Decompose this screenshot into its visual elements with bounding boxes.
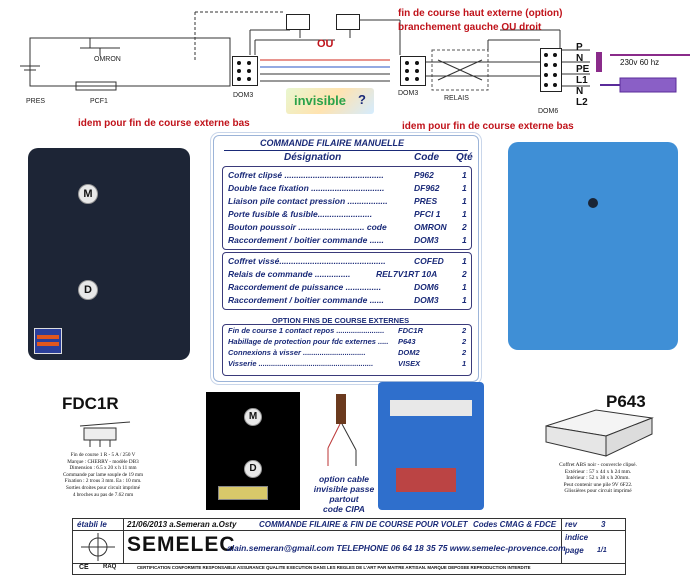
spec-line: Glissières pour circuit imprimé (564, 488, 632, 495)
bom-qty: 2 (462, 222, 467, 232)
spec-line: 4 broches au pas de 7.62 mm (72, 491, 134, 498)
invisible-q: ? (358, 92, 366, 107)
bom-designation: Raccordement de puissance ............... (228, 282, 382, 292)
target-logo-icon (81, 533, 115, 561)
bom-designation: Fin de course 1 contact repos ....................... (228, 326, 385, 335)
ou-label: OU (317, 38, 334, 50)
logo-ce: CE (79, 564, 89, 571)
contact-line: alain.semeran@gmail.com TELEPHONE 06 64 18 35 75 www.semelec-provence.com (227, 543, 566, 553)
spec-line: Marque : CHERRY - modèle DB3 (67, 458, 139, 465)
idem-right: idem pour fin de course externe bas (402, 121, 574, 132)
relais-label: RELAIS (444, 95, 469, 102)
p643-title: P643 (606, 392, 646, 411)
bom-qty: 2 (462, 326, 467, 335)
bom-designation: Raccordement / boitier commande ...... (228, 235, 384, 245)
bom-code: DF962 (414, 183, 440, 193)
page-label: page (565, 546, 584, 555)
bom-designation: Coffret vissé............................................. (228, 256, 386, 266)
dom3-left-terminal (232, 56, 258, 86)
bom-designation: Coffret clipsé .......................................... (228, 170, 384, 180)
bom-qty: 2 (462, 269, 467, 279)
bom-code: DOM2 (398, 348, 420, 357)
fdc1r-title: FDC1R (62, 394, 119, 413)
bom-code: DOM3 (414, 295, 439, 305)
title-block (72, 518, 626, 575)
bom-table (213, 135, 479, 382)
bom-qty: 2 (462, 348, 467, 357)
bom-designation: Raccordement / boitier commande ...... (228, 295, 384, 305)
bom-qty: 1 (462, 256, 467, 266)
fdc-haut-title-2: branchement gauche OU droit (398, 22, 542, 33)
pres-label: PRES (26, 98, 46, 105)
invisible-badge (286, 88, 374, 114)
bom-code: PRES (414, 196, 438, 206)
bom-qty: 1 (462, 183, 467, 193)
p643-drawing (536, 396, 662, 460)
company-name: SEMELEC (127, 533, 236, 556)
bom-designation: Double face fixation ............................... (228, 183, 385, 193)
bom-designation: Habillage de protection pour fdc externes ..... (228, 337, 389, 346)
dom3-right-terminal (400, 56, 426, 86)
page-value: 1/1 (597, 547, 607, 554)
indice-label: indice (565, 533, 589, 542)
relay-box-screw (588, 198, 598, 208)
power-n: N (576, 53, 584, 64)
fdc-haut-title-1: fin de course haut externe (option) (398, 8, 563, 19)
dom6-label: DOM6 (538, 108, 559, 115)
semelec-sticker (34, 328, 62, 354)
pcf1-label: PCF1 (90, 98, 108, 105)
relay-box-photo (508, 142, 678, 350)
spec-line: Intérieur : 52 x 38 x h 20mm. (566, 475, 630, 482)
limit-switch-1 (286, 14, 310, 30)
certification-text: CERTIFICATION CONFORMITE RESPONSABLE ASSURANCE QUALITE EXECUTION DANS LES REGLES DE L'ART PAR MAITRE ARTISAN. MARQUE DEPOSEE REPRODUCTION INTERDITE (137, 565, 531, 570)
p643-specs (520, 462, 676, 495)
bom-qty: 1 (462, 209, 467, 219)
etabli-label: établi le (77, 520, 107, 529)
bom-code: P643 (398, 337, 416, 346)
black-box-photo (206, 392, 300, 510)
dom3-right-label: DOM3 (398, 90, 419, 97)
button-m2: M (244, 408, 262, 426)
dom3-left-label: DOM3 (233, 92, 254, 99)
bom-qty: 1 (462, 235, 467, 245)
bom-code: REL7V1RT 10A (376, 269, 438, 279)
doc-title: COMMANDE FILAIRE & FIN DE COURSE POUR VOLET (259, 520, 468, 529)
cable-line-2: invisible passe (313, 484, 375, 494)
spec-line: Commande par lame souple de 19 mm (62, 471, 144, 478)
bom-qty: 2 (462, 337, 467, 346)
idem-left: idem pour fin de course externe bas (78, 118, 250, 129)
bom-code: DOM6 (414, 282, 439, 292)
control-loop-wire (30, 38, 230, 86)
spec-line: Coffret ABS noir - couvercle clipsé. (559, 462, 637, 468)
bom-qty: 1 (462, 170, 467, 180)
omron-label: OMRON (94, 56, 121, 63)
cable-text (306, 474, 382, 514)
power-pe: PE (576, 64, 590, 75)
spec-line: Peut contenir une pile 9V 6F22. (563, 481, 633, 488)
rev-label: rev (565, 520, 578, 529)
bom-title: COMMANDE FILAIRE MANUELLE (260, 138, 404, 148)
power-p: P (576, 42, 583, 53)
spec-line: Sorties droites pour circuit imprimé (65, 484, 141, 491)
dom6-terminal (540, 48, 562, 92)
supply-label: 230v 60 hz (620, 58, 660, 67)
bom-designation: Bouton poussoir ............................ code (228, 222, 387, 232)
fdc1r-drawing (70, 418, 140, 448)
bom-code: VISEX (398, 359, 421, 368)
bom-designation: Visserie ....................................................... (228, 359, 374, 368)
bom-code: P962 (414, 170, 434, 180)
battery-icon (218, 486, 268, 500)
spec-line: Extérieur : 57 x 44 x h 24 mm. (564, 468, 632, 475)
spec-line: Dimension : 6.5 x 20 x h 11 mm (69, 465, 137, 472)
bom-designation: Liaison pile contact pression ................. (228, 196, 388, 206)
spec-line: Fixation : 2 trous 3 mm. Ea : 10 mm. (64, 478, 142, 485)
bom-qty: 1 (462, 196, 467, 206)
option-title: OPTION FINS DE COURSE EXTERNES (272, 316, 410, 325)
bom-code: PFCI 1 (414, 209, 441, 219)
header-designation: Désignation (284, 152, 342, 163)
bom-qty: 1 (462, 359, 467, 368)
bom-designation: Connexions à visser .............................. (228, 348, 366, 357)
bom-designation: Porte fusible & fusible....................... (228, 209, 373, 219)
etabli-value: 21/06/2013 a.Semeran a.Osty (127, 520, 237, 529)
cable-drawing (318, 390, 368, 472)
cable-line-3: partout (329, 494, 359, 504)
button-d2: D (244, 460, 262, 478)
relay-open-photo (378, 382, 484, 510)
spec-line: Fin de course 1 R - 5 A / 250 V (70, 452, 136, 458)
cable-line-4: code CIPA (323, 504, 365, 514)
logo-raq: RAQ (103, 564, 117, 570)
control-box-photo (28, 148, 190, 360)
power-l2: L2 (576, 97, 588, 108)
bom-designation: Relais de commande ............... (228, 269, 351, 279)
rev-value: 3 (601, 520, 606, 529)
bom-code: OMRON (414, 222, 447, 232)
bom-code: FDC1R (398, 326, 424, 335)
doc-codes: Codes CMAG & FDCE (473, 520, 557, 529)
limit-switch-2 (336, 14, 360, 30)
power-l1: L1 (576, 75, 588, 86)
bom-qty: 1 (462, 295, 467, 305)
fdc1r-specs (18, 452, 188, 498)
motor-symbol (620, 78, 676, 92)
header-code: Code (414, 152, 439, 163)
power-n2: N (576, 86, 584, 97)
button-m: M (78, 184, 98, 204)
button-d: D (78, 280, 98, 300)
power-labels (576, 42, 589, 108)
invisible-text: invisible (294, 93, 347, 108)
bom-code: DOM3 (414, 235, 439, 245)
cable-line-1: option cable (318, 474, 370, 484)
bom-qty: 1 (462, 282, 467, 292)
bom-code: COFED (414, 256, 444, 266)
header-qty: Qté (456, 152, 473, 163)
